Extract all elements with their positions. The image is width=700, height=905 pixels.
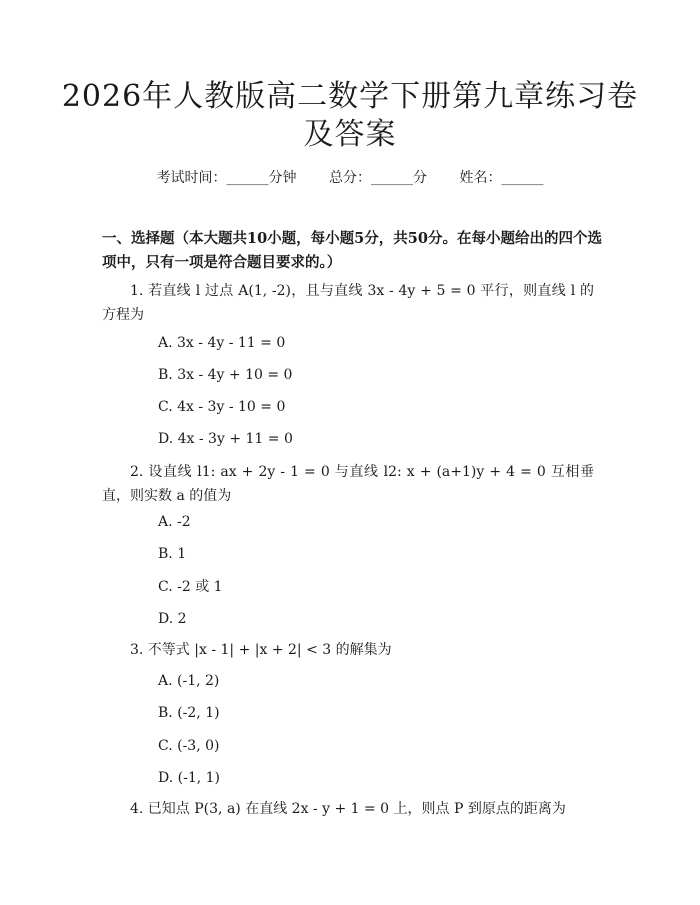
question-1-option-c: C. 4x - 3y - 10 = 0 [158,399,286,415]
exam-info-line [0,168,700,188]
question-2-option-c: C. -2 或 1 [158,579,223,595]
total-score-field: 总分：______分 [329,170,427,186]
exam-time-field: 考试时间：______分钟 [156,170,297,186]
page-title: 2026年人教版高二数学下册第九章练习卷及答案 [61,79,639,152]
question-2-stem: 2. 设直线 l1: ax + 2y - 1 = 0 与直线 l2: x + (a+1)y + 4 = 0 互相垂直，则实数 a 的值为 [102,464,594,504]
question-4-stem: 4. 已知点 P(3, a) 在直线 2x - y + 1 = 0 上，则点 P 到原点的距离为 [130,801,566,817]
question-3-option-b: B. (-2, 1) [158,705,220,721]
question-1-stem: 1. 若直线 l 过点 A(1, -2)，且与直线 3x - 4y + 5 = 0 平行，则直线 l 的方程为 [102,283,594,323]
question-2-option-d: D. 2 [158,611,187,627]
section-heading: 一、选择题（本大题共10小题，每小题5分，共50分。在每小题给出的四个选项中，只有一项是符合题目要求的。） [102,230,602,271]
question-1-option-d: D. 4x - 3y + 11 = 0 [158,431,293,447]
question-2-option-a: A. -2 [158,514,191,530]
question-1-option-a: A. 3x - 4y - 11 = 0 [158,335,286,351]
question-3-option-c: C. (-3, 0) [158,738,220,754]
question-3-option-a: A. (-1, 2) [158,673,220,689]
question-1-option-b: B. 3x - 4y + 10 = 0 [158,367,293,383]
student-name-field: 姓名：______ [459,170,544,186]
question-3-option-d: D. (-1, 1) [158,770,220,786]
question-2-option-b: B. 1 [158,546,187,562]
question-3-stem: 3. 不等式 |x - 1| + |x + 2| < 3 的解集为 [130,642,392,658]
